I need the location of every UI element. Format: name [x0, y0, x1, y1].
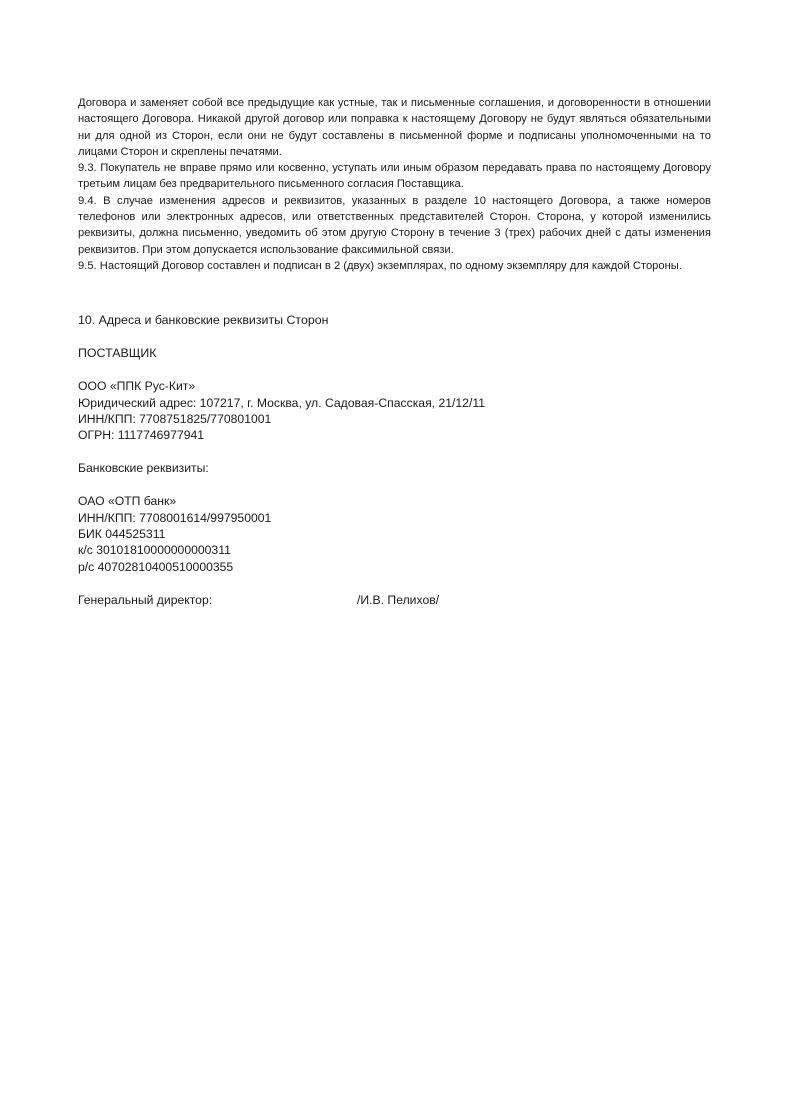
bank-bik: БИК 044525311 — [78, 527, 166, 542]
signature-line — [78, 592, 711, 608]
paragraph-9-3: 9.3. Покупатель не вправе прямо или косвенно, уступать или иным образом передавать права по настоящему Договору третьим лицам без предварительного письменного согласия Поставщика. — [78, 162, 711, 191]
paragraph-9-5: 9.5. Настоящий Договор составлен и подписан в 2 (двух) экземплярах, по одному экземпляру для каждой Стороны. — [78, 259, 682, 272]
company-inn-kpp: ИНН/КПП: 7708751825/770801001 — [78, 411, 272, 426]
paragraph-9-4: 9.4. В случае изменения адресов и реквизитов, указанных в разделе 10 настоящего Договора, а также номеров телефонов или электронных адресов, или ответственных представителей Сторон. Сторона, у которой изменились реквизиты, должна письменно, уведомить об этом другую Сторону в течение 3 (трех) рабочих дней с даты изменения реквизитов. При этом допускается использование факсимильной связи. — [78, 194, 711, 256]
bank-settlement-account: р/с 40702810400510000355 — [78, 559, 234, 574]
section-title: 10. Адреса и банковские реквизиты Сторон — [78, 313, 329, 328]
bank-details-title: Банковские реквизиты: — [78, 461, 209, 476]
paragraph-9-2-continuation: Договора и заменяет собой все предыдущие как устные, так и письменные соглашения, и договоренности в отношении настоящего Договора. Никакой другой договор или поправка к настоящему Договору не будут являться обязательными ни для одной из Сторон, если они не будут составлены в письменной форме и подписаны уполномоченными на то лицами Сторон и скреплены печатями. — [78, 97, 711, 158]
bank-details — [78, 493, 711, 574]
signature-name: /И.В. Пелихов/ — [357, 592, 440, 607]
company-address: Юридический адрес: 107217, г. Москва, ул. Садовая-Спасская, 21/12/11 — [78, 395, 485, 410]
bank-name: ОАО «ОТП банк» — [78, 494, 177, 509]
document-page — [78, 95, 711, 608]
company-ogrn: ОГРН: 1117746977941 — [78, 428, 205, 443]
signature-label: Генеральный директор: — [78, 592, 213, 607]
company-details — [78, 378, 711, 443]
bank-inn-kpp: ИНН/КПП: 7708001614/997950001 — [78, 510, 272, 525]
supplier-label: ПОСТАВЩИК — [78, 346, 157, 361]
company-name: ООО «ППК Рус-Кит» — [78, 379, 196, 394]
bank-correspondent-account: к/с 30101810000000000311 — [78, 543, 231, 558]
